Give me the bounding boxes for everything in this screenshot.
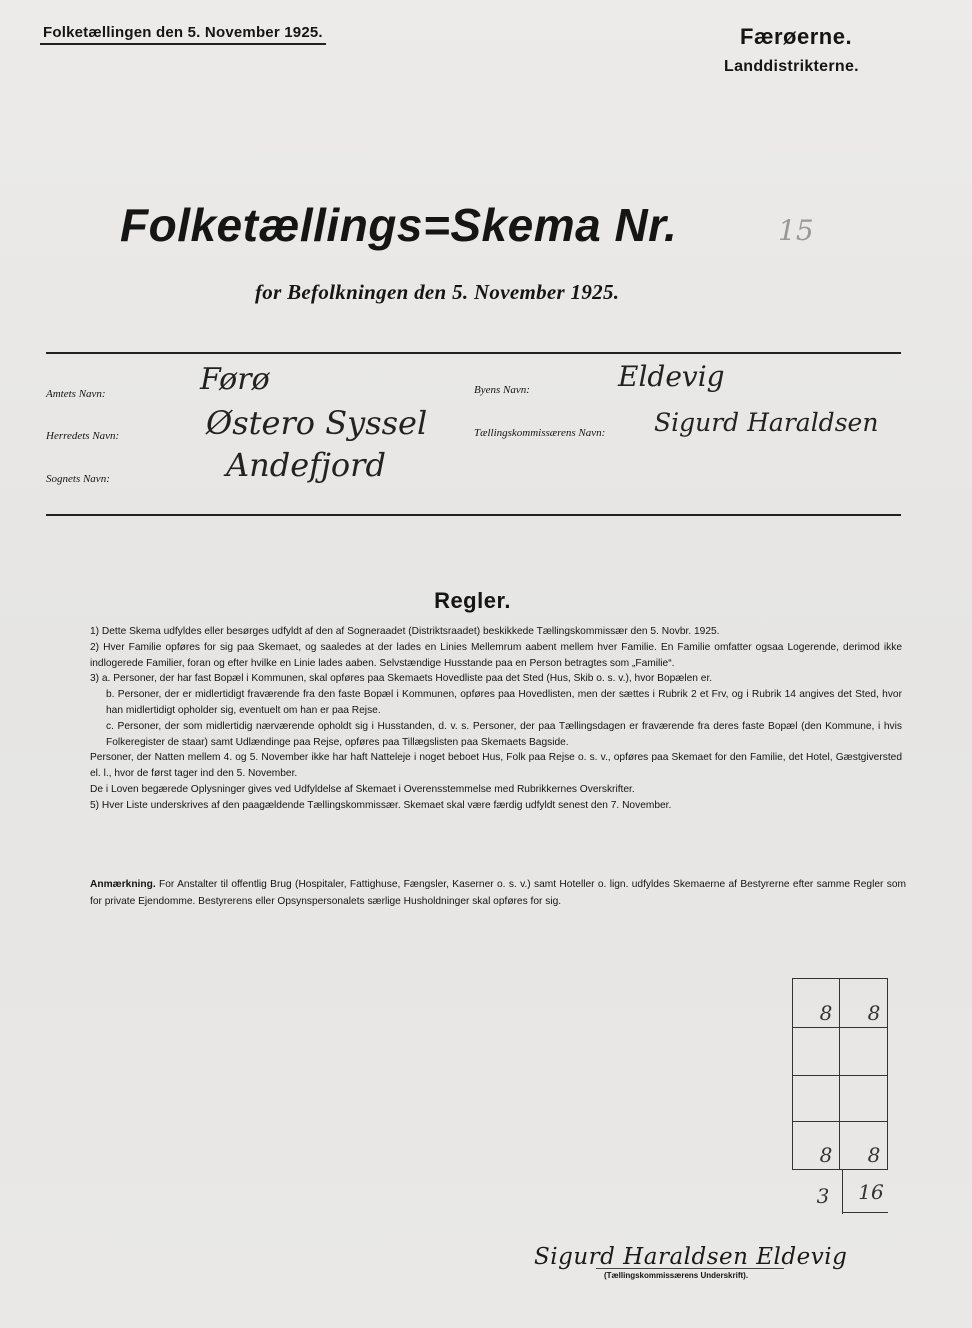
tally-total-c1: 3 (816, 1184, 830, 1208)
bottom-divider (46, 514, 901, 516)
rule-2: 2) Hver Familie opføres for sig paa Skemaet, og saaledes at der lades en Linies Mellemrum aabent mellem hver Familie. En Familie omfatter ogsaa Logerende, derimod ikke indlogerede Familier, foran og efter hvilke en Linie lades aaben. Selvstændige Husstande paa en Person betragtes som „Familie“. (90, 641, 902, 669)
sogn-value: Andefjord (226, 446, 386, 484)
rules-heading: Regler. (434, 588, 511, 613)
herred-label: Herredets Navn: (46, 430, 120, 442)
tally-total-c2: 16 (858, 1180, 884, 1204)
sogn-label: Sognets Navn: (46, 473, 110, 485)
rule-5: 5) Hver Liste underskrives af den paagældende Tællingskommissær. Skemaet skal være færdig udfyldt senest den 7. November. (90, 799, 672, 811)
rule-3c: c. Personer, der som midlertidig nærværende opholdt sig i Husstanden, d. v. s. Personer, der paa Tællingsdagen er fraværende fra deres faste Bopæl (den Kommune, i hvis Folkeregister de staar) samt Udlændinge paa Rejse, opføres paa Tillægslisten paa Skemaets Bagside. (106, 720, 902, 748)
census-date-header: Folketællingen den 5. November 1925. (40, 24, 326, 45)
note-label: Anmærkning. (90, 879, 156, 890)
tally-box (792, 978, 888, 1170)
commissioner-signature: Sigurd Haraldsen Eldevig (534, 1244, 848, 1270)
form-title: Folketællings=Skema Nr. (120, 199, 678, 251)
rule-3a: 3) a. Personer, der har fast Bopæl i Kommunen, skal opføres paa Skemaets Hovedliste paa det Sted (Hus, Skib o. s. v.), hvor Bopælen er. (90, 673, 713, 685)
amt-value: Førø (200, 362, 270, 397)
amt-label: Amtets Navn: (46, 388, 106, 400)
note-text: For Anstalter til offentlig Brug (Hospitaler, Fattighuse, Fængsler, Kaserner o. s. v.) samt Hoteller o. lign. udfyldes Skemaerne af Bestyrerne efter samme Regler som for private Ejendomme. Bestyrerens eller Opsynspersonalets særlige Husholdninger skal opføres for sig. (90, 879, 906, 907)
signature-caption: (Tællingskommissærens Underskrift). (604, 1271, 749, 1280)
kommissaer-label: Tællingskommissærens Navn: (474, 427, 606, 439)
rule-3b: b. Personer, der er midlertidigt fraværende fra den faste Bopæl i Kommunen, opføres paa Hovedlisten, men der sættes i Rubrik 2 et Frv, og i Rubrik 14 angives det Sted, hvor han midlertidigt opholder sig, eventuelt om han er paa Rejse. (106, 689, 902, 716)
rules-body (46, 624, 902, 814)
kommissaer-value: Sigurd Haraldsen (654, 408, 879, 437)
rule-4: De i Loven begærede Oplysninger gives ved Udfyldelse af Skemaet i Overensstemmelse med Rubrikkernes Overskrifter. (90, 783, 635, 795)
top-divider (46, 352, 901, 354)
herred-value: Østero Syssel (206, 404, 428, 442)
region-subtitle: Landdistrikterne. (724, 58, 859, 75)
tally-r4-c2: 8 (867, 1143, 881, 1167)
rule-1: 1) Dette Skema udfyldes eller besørges udfyldt af den af Sogneraadet (Distriktsraadet) beskikkede Tællingskommissær den 5. Novbr. 1925. (90, 626, 720, 637)
byens-label: Byens Navn: (474, 384, 530, 396)
form-number-handwritten: 15 (778, 214, 814, 247)
rule-3d: Personer, der Natten mellem 4. og 5. November ikke har haft Natteleje i noget beboet Hus, Folk paa Rejse o. s. v., opføres paa Skemaet for den Familie, det Hotel, Gæstgiversted el. l., hvor de først tager ind den 5. November. (90, 752, 902, 780)
tally-r1-c2: 8 (867, 1001, 881, 1025)
note-paragraph (46, 876, 906, 910)
tally-r4-c1: 8 (819, 1143, 833, 1167)
signature-line (596, 1268, 784, 1269)
byens-value: Eldevig (618, 360, 725, 393)
form-subtitle: for Befolkningen den 5. November 1925. (255, 280, 620, 304)
region-title: Færøerne. (740, 24, 853, 49)
tally-r1-c1: 8 (819, 1001, 833, 1025)
